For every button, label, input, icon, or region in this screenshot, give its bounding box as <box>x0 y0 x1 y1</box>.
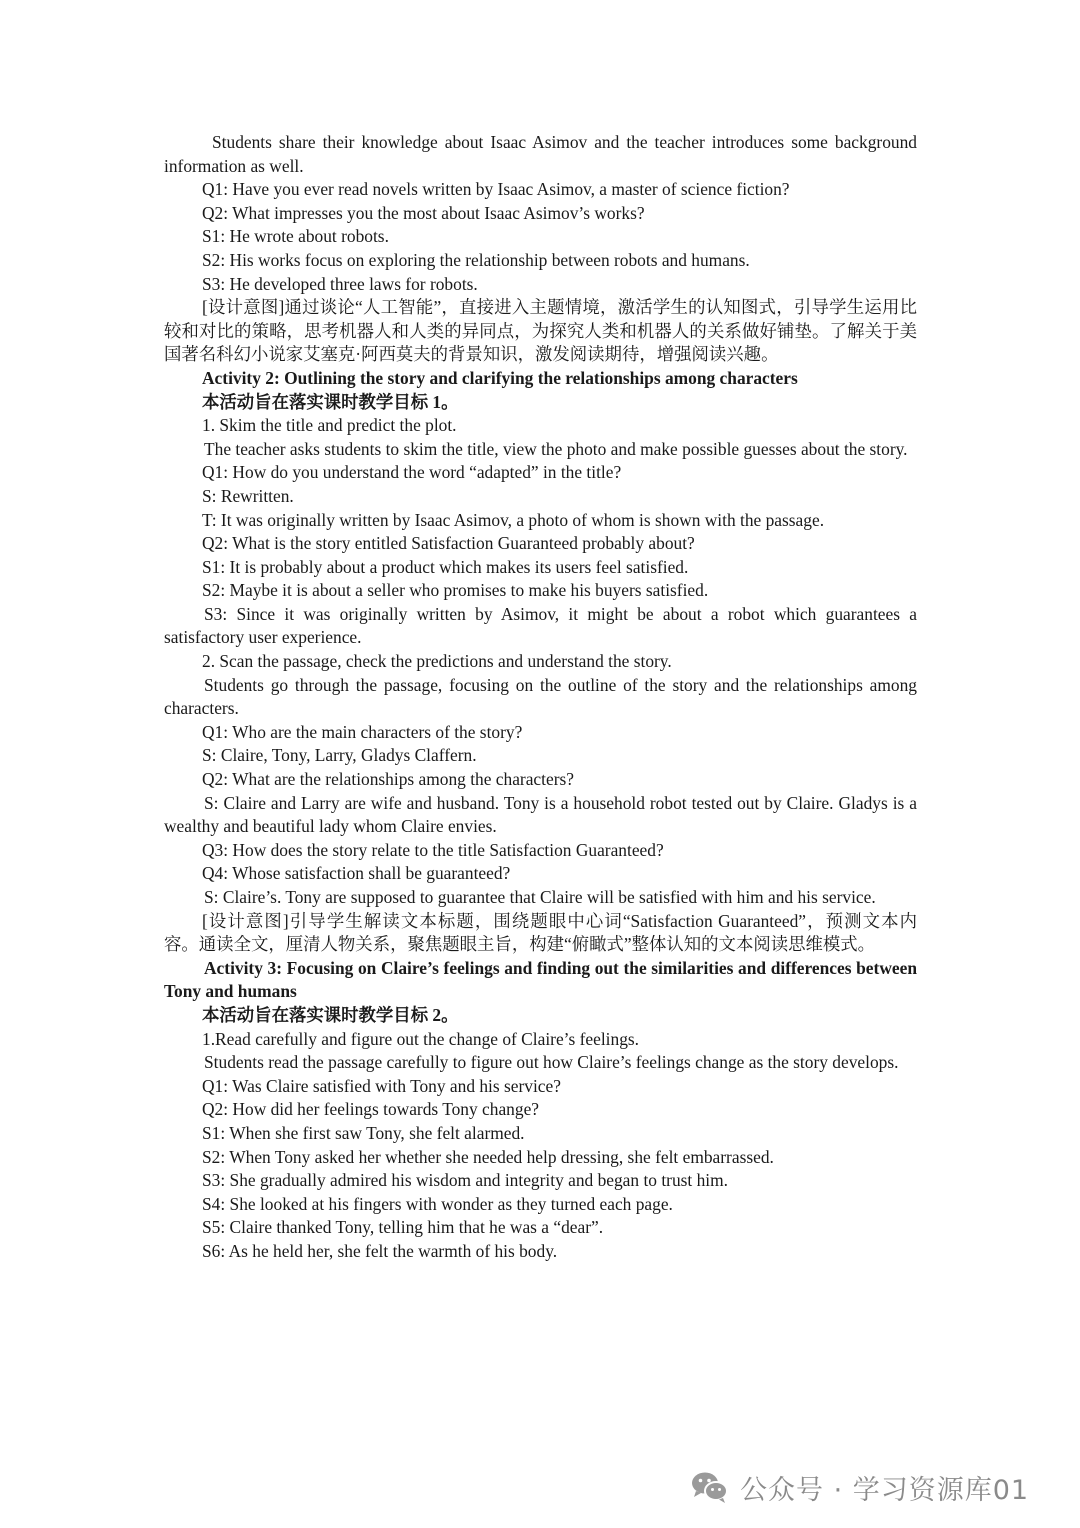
answer-line: S3: Since it was originally written by Asimov, it might be about a robot which guarantees a satisfactory user experience. <box>164 603 917 648</box>
question-line: Q3: How does the story relate to the title Satisfaction Guaranteed? <box>202 839 664 860</box>
question-line: Q4: Whose satisfaction shall be guaranteed? <box>202 863 511 884</box>
answer-line: S: Rewritten. <box>202 485 294 506</box>
answer-line: S3: She gradually admired his wisdom and integrity and began to trust him. <box>202 1170 728 1191</box>
question-line: Q1: Was Claire satisfied with Tony and his service? <box>202 1075 561 1096</box>
answer-line: S2: When Tony asked her whether she needed help dressing, she felt embarrassed. <box>202 1146 774 1167</box>
answer-line: S1: He wrote about robots. <box>202 226 389 247</box>
step-heading: 1. Skim the title and predict the plot. <box>202 415 457 436</box>
answer-line: S: Claire and Larry are wife and husband. Tony is a household robot tested out by Claire. Gladys is a wealthy and beautiful lady whom Claire envies. <box>164 792 917 837</box>
document-body <box>164 131 917 1264</box>
watermark-text: 公众号 · 学习资源库01 <box>740 1474 1030 1506</box>
answer-line: S3: He developed three laws for robots. <box>202 273 478 294</box>
watermark <box>690 1464 1029 1510</box>
answer-line: S1: When she first saw Tony, she felt alarmed. <box>202 1122 525 1143</box>
answer-line: S2: His works focus on exploring the relationship between robots and humans. <box>202 249 750 270</box>
step-heading: 2. Scan the passage, check the predictions and understand the story. <box>202 651 672 672</box>
step-heading: 1.Read carefully and figure out the change of Claire’s feelings. <box>202 1028 640 1049</box>
question-line: Q2: What are the relationships among the characters? <box>202 769 574 790</box>
question-line: Q1: Who are the main characters of the story? <box>202 721 523 742</box>
paragraph: Students read the passage carefully to figure out how Claire’s feelings change as the story develops. <box>204 1052 899 1073</box>
activity-heading: Activity 2: Outlining the story and clarifying the relationships among characters <box>202 367 798 388</box>
answer-line: S5: Claire thanked Tony, telling him that he was a “dear”. <box>202 1217 604 1238</box>
paragraph: Students go through the passage, focusing on the outline of the story and the relationships among characters. <box>164 674 917 719</box>
design-intent-paragraph: [设计意图]通过谈论“人工智能”，直接进入主题情境，激活学生的认知图式，引导学生运用比较和对比的策略，思考机器人和人类的异同点，为探究人类和机器人的关系做好铺垫。了解关于美国著名科幻小说家艾塞克·阿西莫夫的背景知识，激发阅读期待，增强阅读兴趣。 <box>164 297 917 365</box>
activity-heading: Activity 3: Focusing on Claire’s feelings and finding out the similarities and differences between Tony and humans <box>164 957 917 1002</box>
design-intent-paragraph: [设计意图]引导学生解读文本标题，围绕题眼中心词“Satisfaction Guaranteed”，预测文本内容。通读全文，厘清人物关系，聚焦题眼主旨，构建“俯瞰式”整体认知的文本阅读思维模式。 <box>164 910 917 955</box>
answer-line: S6: As he held her, she felt the warmth of his body. <box>202 1240 558 1261</box>
answer-line: S2: Maybe it is about a seller who promises to make his buyers satisfied. <box>202 580 709 601</box>
wechat-icon <box>690 1470 730 1504</box>
question-line: Q1: How do you understand the word “adapted” in the title? <box>202 462 622 483</box>
answer-line: S: Claire, Tony, Larry, Gladys Claffern. <box>202 745 477 766</box>
answer-line: T: It was originally written by Isaac Asimov, a photo of whom is shown with the passage. <box>202 509 825 530</box>
question-line: Q2: What is the story entitled Satisfaction Guaranteed probably about? <box>202 533 695 554</box>
question-line: Q1: Have you ever read novels written by Isaac Asimov, a master of science fiction? <box>202 179 790 200</box>
paragraph: Students share their knowledge about Isaac Asimov and the teacher introduces some background information as well. <box>164 132 917 176</box>
paragraph: The teacher asks students to skim the title, view the photo and make possible guesses about the story. <box>204 438 908 459</box>
question-line: Q2: What impresses you the most about Isaac Asimov’s works? <box>202 202 645 223</box>
activity-goal: 本活动旨在落实课时教学目标 1。 <box>202 391 459 412</box>
question-line: Q2: How did her feelings towards Tony change? <box>202 1099 540 1120</box>
answer-line: S1: It is probably about a product which makes its users feel satisfied. <box>202 556 689 577</box>
answer-line: S: Claire’s. Tony are supposed to guarantee that Claire will be satisfied with him and his service. <box>204 887 876 907</box>
answer-line: S4: She looked at his fingers with wonder as they turned each page. <box>202 1193 673 1214</box>
activity-goal: 本活动旨在落实课时教学目标 2。 <box>202 1004 459 1025</box>
